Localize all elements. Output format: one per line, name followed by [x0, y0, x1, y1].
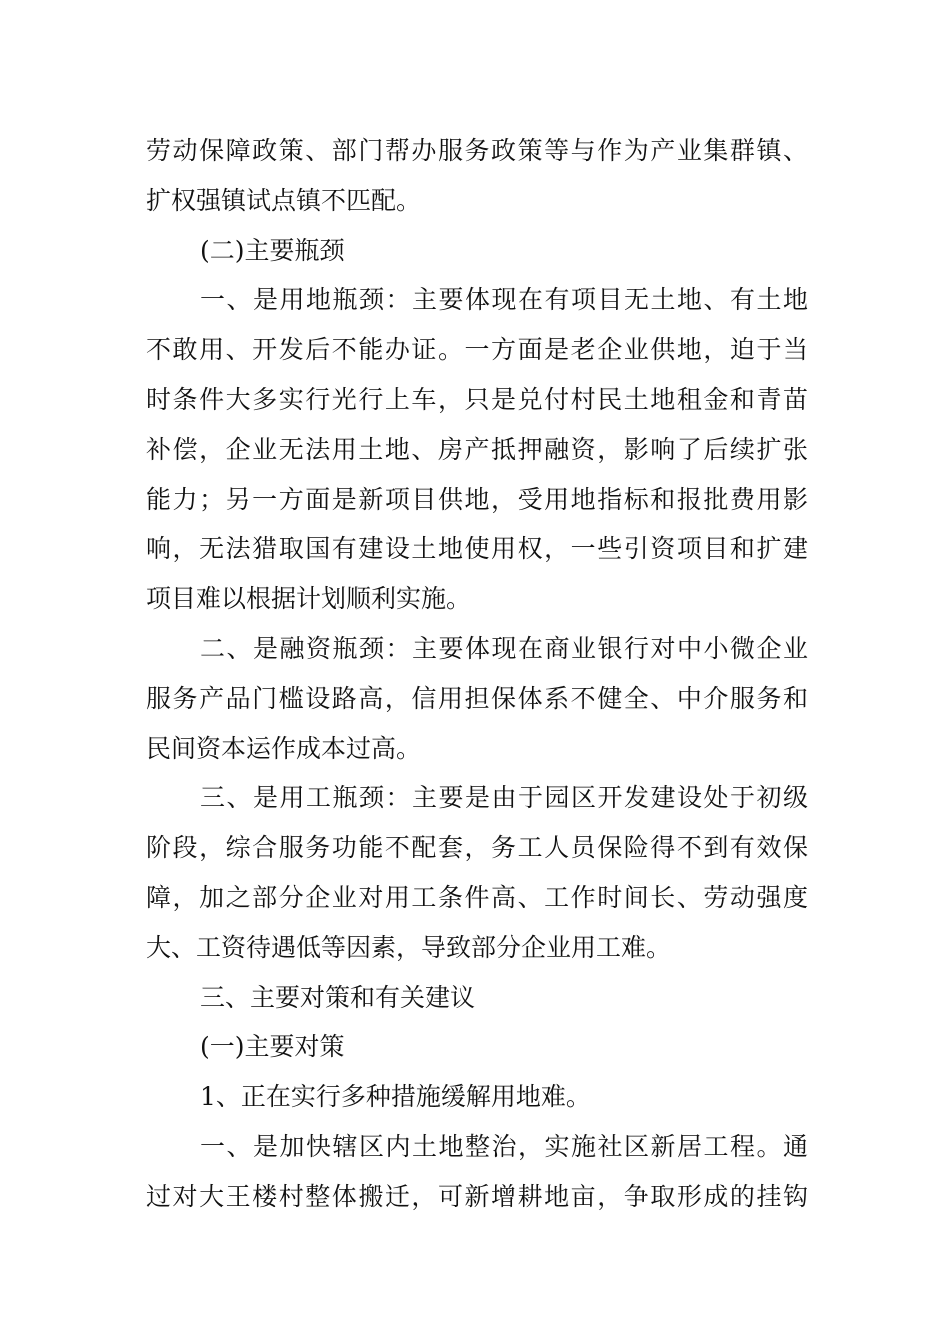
text-line: 大、工资待遇低等因素，导致部分企业用工难。 [146, 932, 672, 962]
text-line: 扩权强镇试点镇不匹配。 [146, 185, 422, 215]
text-line: 能力；另一方面是新项目供地，受用地指标和报批费用影 [146, 484, 808, 514]
section-heading: (一)主要对策 [200, 1032, 345, 1062]
text-line: 劳动保障政策、部门帮办服务政策等与作为产业集群镇、 [146, 136, 808, 165]
text-line: 时条件大多实行光行上车，只是兑付村民土地租金和青苗 [146, 384, 808, 414]
document-body [146, 126, 808, 1222]
text-line: 阶段，综合服务功能不配套，务工人员保险得不到有效保 [146, 833, 808, 863]
text-line: 过对大王楼村整体搬迁，可新增耕地亩，争取形成的挂钩 [146, 1181, 808, 1211]
text-line: 补偿，企业无法用土地、房产抵押融资，影响了后续扩张 [146, 434, 808, 464]
section-heading: 三、主要对策和有关建议 [200, 982, 476, 1012]
text-line: 一、是加快辖区内土地整治，实施社区新居工程。通 [200, 1131, 808, 1161]
text-line: 不敢用、开发后不能办证。一方面是老企业供地，迫于当 [146, 335, 808, 365]
text-line: 民间资本运作成本过高。 [146, 733, 422, 763]
list-item-heading: 1、正在实行多种措施缓解用地难。 [200, 1082, 591, 1112]
text-line: 二、是融资瓶颈：主要体现在商业银行对中小微企业 [200, 633, 808, 663]
text-line: 三、是用工瓶颈：主要是由于园区开发建设处于初级 [200, 783, 808, 813]
section-heading: (二)主要瓶颈 [200, 235, 345, 265]
text-line: 一、是用地瓶颈：主要体现在有项目无土地、有土地 [200, 285, 808, 315]
text-line: 障，加之部分企业对用工条件高、工作时间长、劳动强度 [146, 882, 808, 912]
text-line: 项目难以根据计划顺利实施。 [146, 584, 472, 614]
text-line: 服务产品门槛设路高，信用担保体系不健全、中介服务和 [146, 683, 808, 713]
text-line: 响，无法猎取国有建设土地使用权，一些引资项目和扩建 [146, 534, 808, 564]
